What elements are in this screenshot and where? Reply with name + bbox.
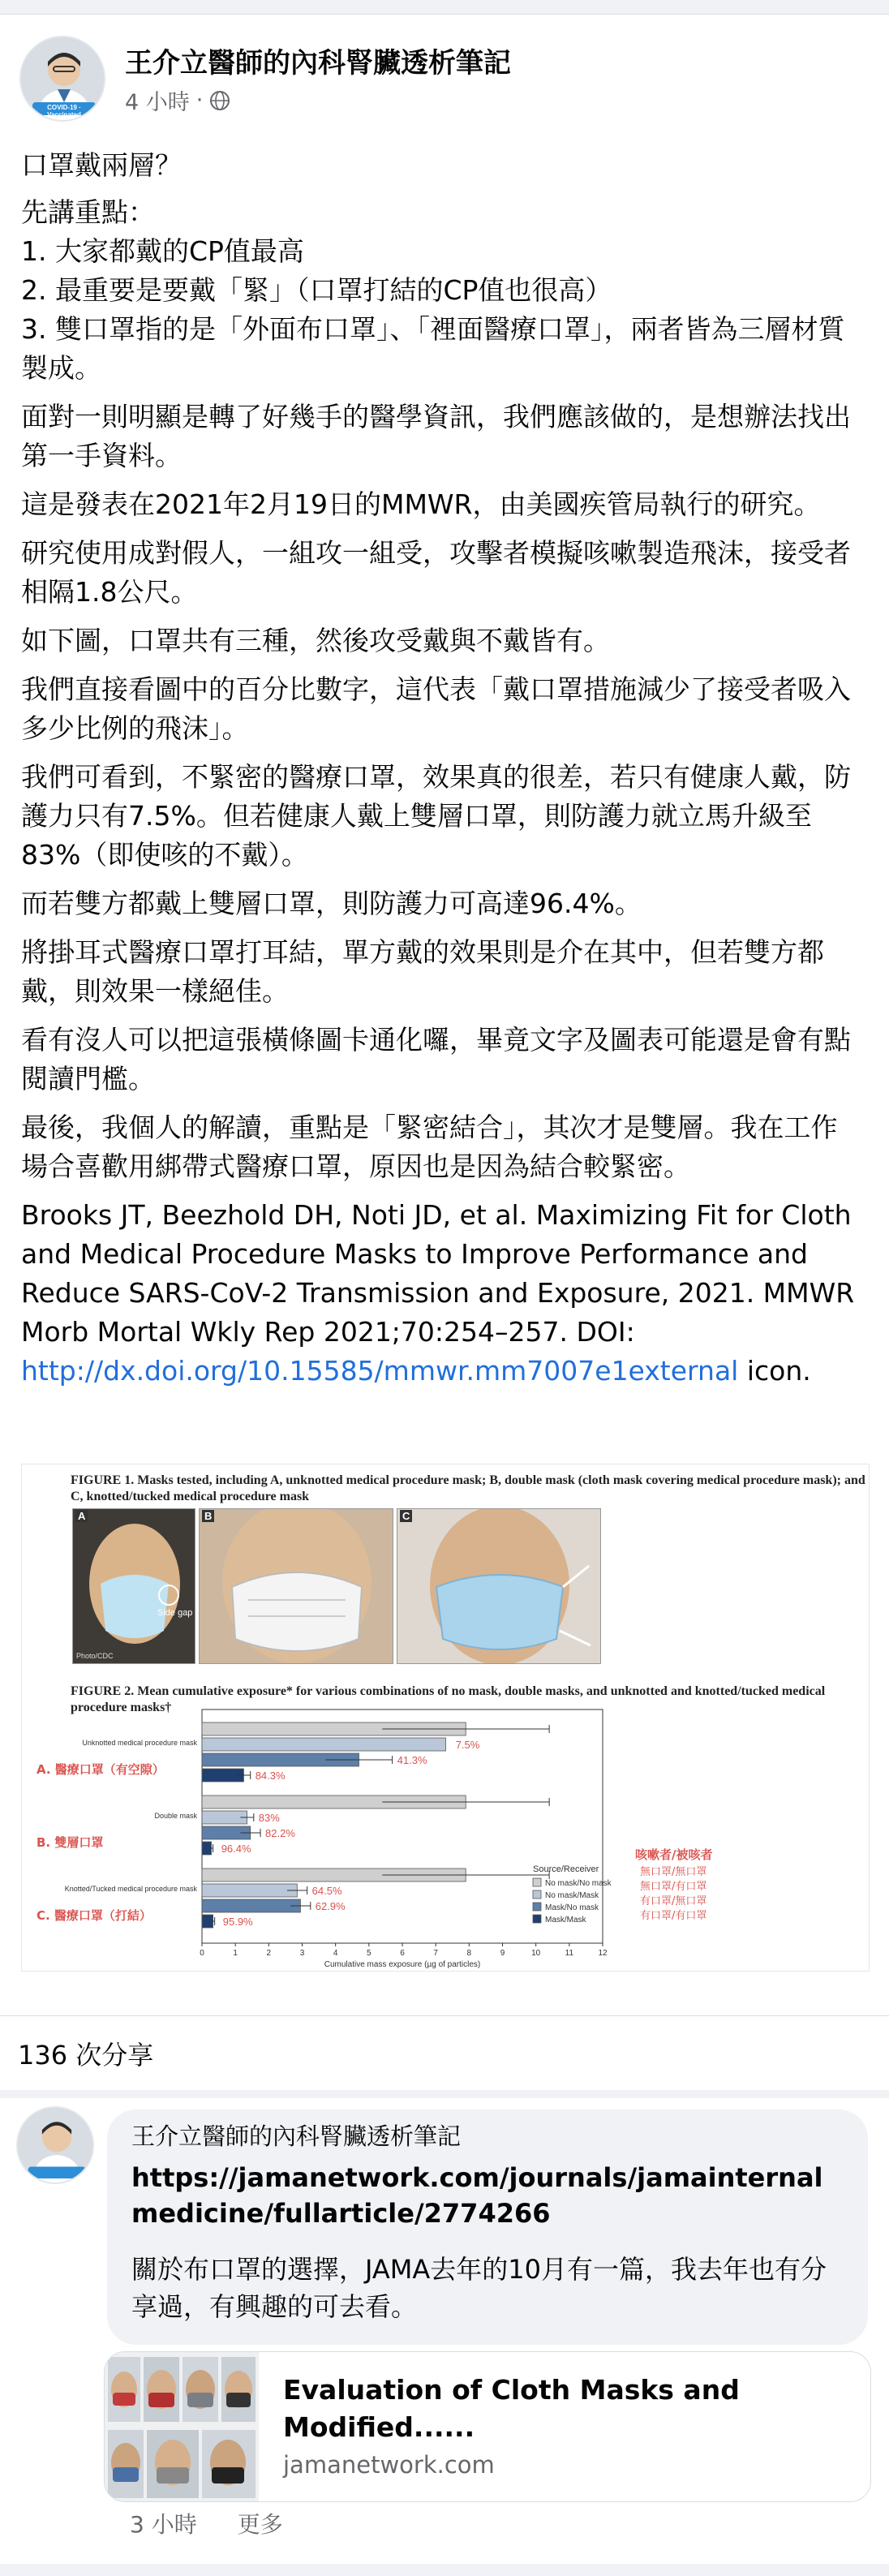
legend-entry-zh: 無口罩/有口罩 [640, 1881, 707, 1893]
post-paragraph: 而若雙方都戴上雙層口罩，則防護力可高達96.4%。 [21, 888, 642, 919]
bar [202, 1884, 297, 1897]
group-label-zh: C. 醫療口罩（打結） [37, 1908, 152, 1923]
post-header [19, 36, 863, 117]
section-separator [0, 2090, 889, 2098]
key-point-2: 2. 最重要是要戴「緊」（口罩打結的CP值也很高） [21, 274, 612, 306]
citation [21, 1196, 861, 1391]
x-axis-label: Cumulative mass exposure (µg of particles) [324, 1960, 481, 1969]
bar [202, 1738, 446, 1751]
legend-entry: Mask/Mask [545, 1916, 586, 1924]
x-tick-label: 6 [400, 1949, 405, 1958]
x-tick-label: 2 [266, 1949, 272, 1958]
post-time[interactable]: 4 小時 [125, 90, 190, 115]
comment-author[interactable]: 王介立醫師的內科腎臟透析筆記 [131, 2122, 462, 2150]
figure2-title: FIGURE 2. Mean cumulative exposure* for various combinations of no mask, double masks, and unknotted and knotted/tucked medical procedure masks† [71, 1684, 826, 1714]
doctor-portrait-icon [18, 2108, 94, 2184]
post-text [21, 146, 861, 1400]
bottom-strip [0, 2564, 889, 2576]
key-points [21, 193, 861, 388]
link-preview-card[interactable] [104, 2351, 871, 2502]
legend-entry-zh: 有口罩/無口罩 [640, 1895, 707, 1907]
side-gap-label: Side gap [157, 1608, 193, 1618]
legend-entry: No mask/Mask [545, 1891, 599, 1900]
x-tick-label: 8 [466, 1949, 472, 1958]
mannequin-unknotted-mask-icon [73, 1509, 195, 1664]
post-paragraph: 研究使用成對假人，一組攻一組受，攻擊者模擬咳嗽製造飛沫，接受者相隔1.8公尺。 [21, 537, 851, 608]
post-paragraph: 這是發表在2021年2月19日的MMWR，由美國疾管局執行的研究。 [21, 488, 821, 520]
mannequin-knotted-mask-icon [397, 1509, 601, 1664]
percent-label: 82.2% [265, 1827, 295, 1839]
legend-entry: No mask/No mask [545, 1879, 612, 1888]
x-tick-label: 1 [233, 1949, 238, 1958]
share-count[interactable]: 136 次分享 [18, 2040, 154, 2071]
globe-icon [209, 90, 230, 111]
post-image[interactable] [21, 1464, 870, 1972]
comment-text: 關於布口罩的選擇，JAMA去年的10月有一篇，我去年也有分享過，有興趣的可去看。 [131, 2254, 827, 2322]
x-tick-label: 3 [299, 1949, 305, 1958]
mannequin-double-mask-icon [200, 1509, 393, 1664]
comment-avatar[interactable] [16, 2106, 94, 2184]
page-avatar[interactable] [19, 36, 105, 122]
comment-link[interactable]: https://jamanetwork.com/journals/jamainternalmedicine/fullarticle/2774266 [131, 2162, 823, 2229]
comment-meta [130, 2507, 283, 2539]
photo-panel-a [72, 1508, 195, 1664]
group-label: Knotted/Tucked medical procedure mask [64, 1885, 197, 1893]
post-paragraph: 我們可看到，不緊密的醫療口罩，效果真的很差，若只有健康人戴，防護力只有7.5%。但若健康人戴上雙層口罩，則防護力就立馬升級至83%（即使咳的不戴）。 [21, 761, 851, 871]
more-link[interactable]: 更多 [237, 2511, 283, 2538]
group-label: Unknotted medical procedure mask [82, 1739, 197, 1747]
top-strip [0, 0, 889, 15]
key-point-1: 1. 大家都戴的CP值最高 [21, 235, 304, 267]
panel-label-c: C [400, 1510, 412, 1522]
x-tick-label: 11 [565, 1949, 574, 1958]
comment-time[interactable]: 3 小時 [130, 2511, 197, 2538]
key-point-3: 3. 雙口罩指的是「外面布口罩」、「裡面醫療口罩」，兩者皆為三層材質製成。 [21, 313, 845, 384]
post-paragraph: 我們直接看圖中的百分比數字，這代表「戴口罩措施減少了接受者吸入多少比例的飛沫」。 [21, 673, 851, 744]
group-label: Double mask [154, 1812, 197, 1820]
x-tick-label: 9 [500, 1949, 505, 1958]
bar [202, 1899, 300, 1912]
link-preview-title[interactable]: Evaluation of Cloth Masks and Modified...... [283, 2374, 740, 2443]
legend-swatch [533, 1915, 541, 1923]
percent-label: 96.4% [221, 1843, 251, 1855]
avatar-badge: COVID-19 · Vaccinated [47, 104, 81, 118]
post-paragraph: 將掛耳式醫療口罩打耳結，單方戴的效果則是介在其中，但若雙方都戴，則效果一樣絕佳。 [21, 936, 824, 1007]
panel-label-a: A [75, 1510, 88, 1522]
percent-label: 83% [258, 1812, 280, 1824]
doi-link[interactable]: http://dx.doi.org/10.15585/mmwr.mm7007e1external [21, 1355, 739, 1387]
legend-title-zh: 咳嗽者/被咳者 [635, 1847, 713, 1862]
mask-exposure-chart [22, 1703, 870, 1971]
legend-entry-zh: 有口罩/有口罩 [640, 1910, 707, 1922]
x-tick-label: 10 [531, 1949, 541, 1958]
x-tick-label: 7 [433, 1949, 438, 1958]
x-tick-label: 5 [367, 1949, 371, 1958]
post-paragraph: 面對一則明顯是轉了好幾手的醫學資訊，我們應該做的，是想辦法找出第一手資料。 [21, 401, 851, 471]
link-preview-domain: jamanetwork.com [283, 2451, 495, 2479]
meta-separator: · [195, 88, 204, 113]
x-tick-label: 4 [333, 1949, 338, 1958]
link-preview-thumbnail [105, 2352, 259, 2502]
photo-panel-c [397, 1508, 601, 1664]
photo-credit: Photo/CDC [76, 1652, 114, 1660]
x-tick-label: 0 [200, 1949, 204, 1958]
post-heading: 口罩戴兩層？ [21, 149, 182, 181]
legend-swatch [533, 1878, 541, 1886]
x-tick-label: 12 [598, 1949, 608, 1958]
legend-swatch [533, 1890, 541, 1899]
percent-label: 64.5% [311, 1885, 342, 1897]
panel-label-b: B [202, 1510, 214, 1522]
citation-text: Brooks JT, Beezhold DH, Noti JD, et al. Maximizing Fit for Cloth and Medical Procedure Masks to Improve Performance and Reduce SARS-CoV-2 Transmission and Exposure, 2021. MMWR Morb Mortal Wkly Rep 2021;70:254–257. DOI: [21, 1199, 855, 1348]
page-name[interactable]: 王介立醫師的內科腎臟透析筆記 [125, 47, 511, 80]
key-points-title: 先講重點： [21, 196, 155, 228]
citation-suffix: icon. [738, 1355, 811, 1387]
bar [202, 1811, 247, 1824]
legend-entry-zh: 無口罩/無口罩 [640, 1866, 707, 1878]
legend-title: Source/Receiver [533, 1864, 599, 1874]
photo-panel-b [199, 1508, 393, 1664]
post-paragraph: 看有沒人可以把這張橫條圖卡通化囉，畢竟文字及圖表可能還是會有點閱讀門檻。 [21, 1024, 851, 1094]
percent-label: 41.3% [397, 1754, 427, 1766]
group-label-zh: A. 醫療口罩（有空隙） [37, 1762, 165, 1777]
legend-entry: Mask/No mask [545, 1903, 599, 1912]
post-paragraph: 最後，我個人的解讀，重點是「緊密結合」，其次才是雙層。我在工作場合喜歡用綁帶式醫療口罩，原因也是因為結合較緊密。 [21, 1112, 838, 1182]
percent-label: 62.9% [315, 1900, 346, 1912]
percent-label: 84.3% [255, 1770, 286, 1782]
post-paragraph: 如下圖，口罩共有三種，然後攻受戴與不戴皆有。 [21, 625, 610, 656]
legend-swatch [533, 1903, 541, 1911]
percent-label: 95.9% [222, 1916, 253, 1928]
post-meta [125, 84, 230, 116]
group-label-zh: B. 雙層口罩 [37, 1835, 104, 1850]
comment-bubble [107, 2109, 868, 2345]
percent-label: 7.5% [455, 1739, 480, 1751]
figure1-title: FIGURE 1. Masks tested, including A, unknotted medical procedure mask; B, double mask (cloth mask covering medical procedure mask); and C, knotted/tucked medical procedure mask [71, 1473, 865, 1503]
divider [0, 2015, 889, 2016]
